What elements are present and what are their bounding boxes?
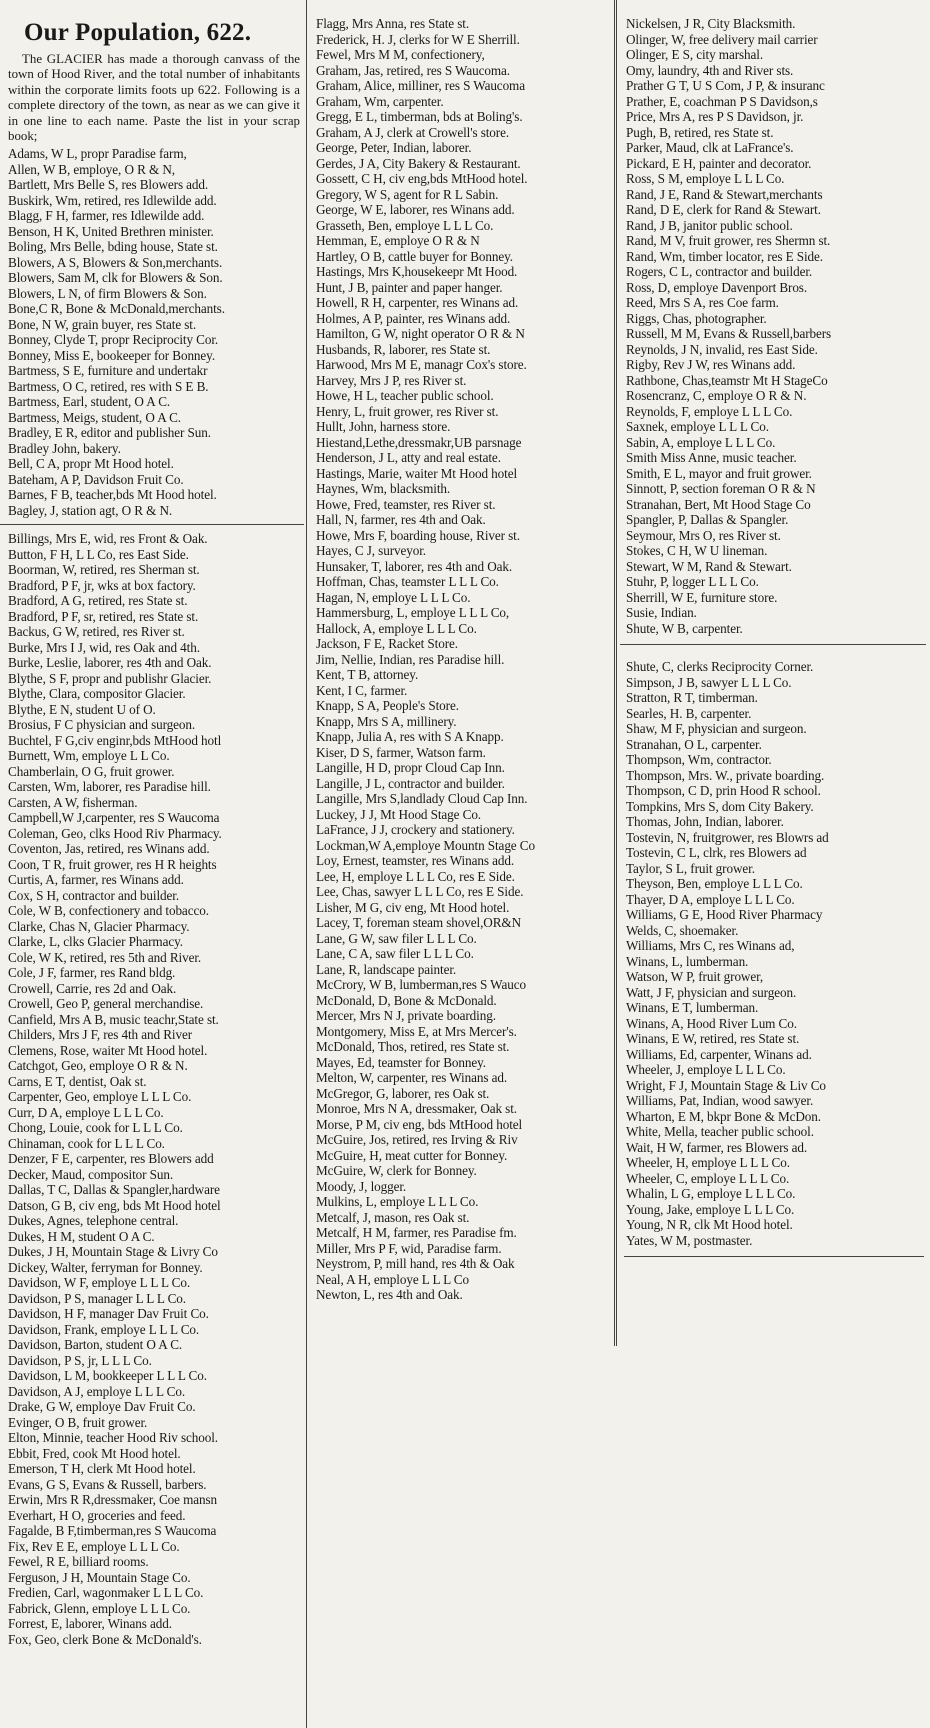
directory-entry: Cole, W B, confectionery and tobacco. <box>8 903 209 919</box>
directory-entry: Olinger, W, free delivery mail carrier <box>626 31 818 47</box>
directory-entry: Burnett, Wm, employe L L Co. <box>8 748 170 764</box>
directory-entry: Denzer, F E, carpenter, res Blowers add <box>8 1151 214 1167</box>
directory-entry: Langille, Mrs S,landlady Cloud Cap Inn. <box>316 791 528 806</box>
directory-entry: Parker, Maud, clk at LaFrance's. <box>626 140 794 155</box>
directory-entry: Luckey, J J, Mt Hood Stage Co. <box>316 806 482 822</box>
directory-entry: Neystrom, P, mill hand, res 4th & Oak <box>316 1256 515 1271</box>
directory-entry: Lacey, T, foreman steam shovel,OR&N <box>316 915 521 930</box>
directory-entry: Morse, P M, civ eng, bds MtHood hotel <box>316 1116 523 1132</box>
directory-entry: Hastings, Marie, waiter Mt Hood hotel <box>316 465 518 481</box>
directory-entry: Thompson, C D, prin Hood R school. <box>626 783 821 798</box>
directory-entry: Metcalf, J, mason, res Oak st. <box>316 1209 470 1225</box>
directory-entry: Kent, T B, attorney. <box>316 667 419 682</box>
directory-entry: Cole, W K, retired, res 5th and River. <box>8 949 202 965</box>
directory-entry: Melton, W, carpenter, res Winans ad. <box>316 1070 508 1085</box>
directory-entry: Winans, E W, retired, res State st. <box>626 1031 800 1046</box>
directory-entry: Bradley, E R, editor and publisher Sun. <box>8 425 211 441</box>
directory-entry: Dukes, H M, student O A C. <box>8 1228 155 1244</box>
directory-entry: Wright, F J, Mountain Stage & Liv Co <box>626 1077 826 1093</box>
directory-entry: Monroe, Mrs N A, dressmaker, Oak st. <box>316 1101 517 1116</box>
directory-entry: Watt, J F, physician and surgeon. <box>626 984 797 1000</box>
directory-entry: Neal, A H, employe L L L Co <box>316 1271 469 1287</box>
directory-entry: Thayer, D A, employe L L L Co. <box>626 891 795 907</box>
directory-entry: Dickey, Walter, ferryman for Bonney. <box>8 1259 203 1275</box>
directory-entry: Winans, E T, lumberman. <box>626 1000 759 1015</box>
column-rule <box>614 0 615 1346</box>
directory-entry: McGuire, W, clerk for Bonney. <box>316 1163 477 1178</box>
directory-entry: Smith, E L, mayor and fruit grower. <box>626 465 812 481</box>
directory-entry: Mayes, Ed, teamster for Bonney. <box>316 1054 486 1070</box>
directory-entry: Fredien, Carl, wagonmaker L L L Co. <box>8 1585 204 1601</box>
directory-entry: Susie, Indian. <box>626 605 697 620</box>
directory-entry: Buskirk, Wm, retired, res Idlewilde add. <box>8 192 217 208</box>
directory-entry: Thompson, Mrs. W., private boarding. <box>626 767 825 783</box>
directory-entry: Harvey, Mrs J P, res River st. <box>316 372 467 388</box>
directory-entry: Wheeler, H, employe L L L Co. <box>626 1155 790 1170</box>
directory-entry: George, W E, laborer, res Winans add. <box>316 202 515 217</box>
directory-entry: Chamberlain, O G, fruit grower. <box>8 763 175 779</box>
directory-entry: Tostevin, N, fruitgrower, res Blowrs ad <box>626 829 829 845</box>
directory-entry: Knapp, S A, People's Store. <box>316 698 459 713</box>
directory-entry: Rand, J E, Rand & Stewart,merchants <box>626 186 823 202</box>
directory-entry: Barnes, F B, teacher,bds Mt Hood hotel. <box>8 487 217 503</box>
directory-entry: Stratton, R T, timberman. <box>626 690 758 705</box>
directory-entry: Rand, Wm, timber locator, res E Side. <box>626 248 823 264</box>
directory-entry: Coleman, Geo, clks Hood Riv Pharmacy. <box>8 825 222 841</box>
directory-entry: Williams, Mrs C, res Winans ad, <box>626 938 795 953</box>
directory-entry: Ferguson, J H, Mountain Stage Co. <box>8 1569 191 1585</box>
article-intro: The GLACIER has made a thorough canvass of the town of Hood River, and the total number of inhabitants within the corporate limits foots up 622. Following is a complete directory of the town, as near as we can give it in one line to each name. Paste the list in your scrap book; <box>8 52 300 144</box>
directory-entry: Olinger, E S, city marshal. <box>626 47 764 62</box>
directory-entry: Reynolds, F, employe L L L Co. <box>626 403 793 419</box>
directory-entry: Erwin, Mrs R R,dressmaker, Coe mansn <box>8 1492 218 1508</box>
directory-entry: Dukes, J H, Mountain Stage & Livry Co <box>8 1244 218 1260</box>
directory-entry: Gerdes, J A, City Bakery & Restaurant. <box>316 155 521 171</box>
directory-entry: Harwood, Mrs M E, managr Cox's store. <box>316 357 527 372</box>
directory-entry: Pugh, B, retired, res State st. <box>626 124 774 140</box>
directory-entry: Bartmess, S E, furniture and undertakr <box>8 363 208 379</box>
directory-entry: Bone,C R, Bone & McDonald,merchants. <box>8 301 225 317</box>
directory-entry: Bartmess, O C, retired, res with S E B. <box>8 378 209 394</box>
directory-entry: Grasseth, Ben, employe L L L Co. <box>316 217 494 233</box>
directory-entry: Burke, Mrs I J, wid, res Oak and 4th. <box>8 639 200 655</box>
directory-entry: Reynolds, J N, invalid, res East Side. <box>626 341 818 357</box>
directory-entry: Blowers, A S, Blowers & Son,merchants. <box>8 254 223 270</box>
directory-entry: Hamilton, G W, night operator O R & N <box>316 326 525 341</box>
directory-entry: Bone, N W, grain buyer, res State st. <box>8 316 197 332</box>
directory-entry: Holmes, A P, painter, res Winans add. <box>316 310 511 326</box>
directory-entry: Flagg, Mrs Anna, res State st. <box>316 16 470 31</box>
column-2 <box>310 0 614 1303</box>
directory-list <box>620 16 926 636</box>
directory-entry: Jackson, F E, Racket Store. <box>316 636 458 651</box>
directory-entry: Henry, L, fruit grower, res River st. <box>316 403 499 419</box>
directory-entry: Metcalf, H M, farmer, res Paradise fm. <box>316 1225 517 1240</box>
directory-entry: Benson, H K, United Brethren minister. <box>8 223 214 239</box>
directory-entry: Wheeler, C, employe L L L Co. <box>626 1170 790 1186</box>
section-rule <box>624 1256 924 1257</box>
directory-entry: Spangler, P, Dallas & Spangler. <box>626 512 789 527</box>
directory-entry: White, Mella, teacher public school. <box>626 1124 814 1139</box>
directory-entry: Sabin, A, employe L L L Co. <box>626 434 776 450</box>
directory-entry: Childers, Mrs J F, res 4th and River <box>8 1027 192 1043</box>
directory-entry: Bradford, P F, jr, wks at box factory. <box>8 577 196 593</box>
directory-entry: Hunsaker, T, laborer, res 4th and Oak. <box>316 558 513 574</box>
directory-entry: Haynes, Wm, blacksmith. <box>316 481 451 496</box>
directory-entry: Ross, S M, employe L L L Co. <box>626 171 785 186</box>
directory-entry: McGuire, H, meat cutter for Bonney. <box>316 1147 508 1163</box>
directory-entry: Husbands, R, laborer, res State st. <box>316 341 491 357</box>
directory-entry: Lane, G W, saw filer L L L Co. <box>316 930 477 946</box>
directory-entry: Saxnek, employe L L L Co. <box>626 419 769 434</box>
directory-entry: Jim, Nellie, Indian, res Paradise hill. <box>316 651 505 667</box>
directory-entry: Miller, Mrs P F, wid, Paradise farm. <box>316 1240 502 1256</box>
directory-entry: Wheeler, J, employe L L L Co. <box>626 1062 786 1077</box>
directory-entry: Bonney, Clyde T, propr Reciprocity Cor. <box>8 332 219 348</box>
directory-entry: Williams, Ed, carpenter, Winans ad. <box>626 1046 812 1062</box>
directory-entry: Blythe, E N, student U of O. <box>8 701 156 717</box>
directory-entry: Backus, G W, retired, res River st. <box>8 624 185 640</box>
directory-entry: Campbell,W J,carpenter, res S Waucoma <box>8 810 220 826</box>
directory-entry: Davidson, Frank, employe L L L Co. <box>8 1321 200 1337</box>
directory-entry: Howell, R H, carpenter, res Winans ad. <box>316 295 519 310</box>
directory-entry: George, Peter, Indian, laborer. <box>316 140 472 155</box>
column-1 <box>0 0 304 1647</box>
directory-entry: Rigby, Rev J W, res Winans add. <box>626 357 796 372</box>
directory-entry: Bartmess, Meigs, student, O A C. <box>8 409 182 425</box>
directory-entry: Boorman, W, retired, res Sherman st. <box>8 562 200 578</box>
directory-entry: Coon, T R, fruit grower, res H R heights <box>8 856 217 872</box>
directory-entry: Watson, W P, fruit grower, <box>626 969 764 984</box>
directory-entry: Drake, G W, employe Dav Fruit Co. <box>8 1399 196 1415</box>
directory-entry: Blowers, Sam M, clk for Blowers & Son. <box>8 270 223 286</box>
directory-entry: Carsten, Wm, laborer, res Paradise hill. <box>8 779 211 795</box>
directory-entry: Fox, Geo, clerk Bone & McDonald's. <box>8 1631 202 1647</box>
directory-entry: Evans, G S, Evans & Russell, barbers. <box>8 1476 207 1492</box>
directory-entry: Clemens, Rose, waiter Mt Hood hotel. <box>8 1042 208 1058</box>
directory-entry: Shute, W B, carpenter. <box>626 620 743 636</box>
directory-entry: Henderson, J L, atty and real estate. <box>316 450 501 465</box>
directory-entry: Carsten, A W, fisherman. <box>8 794 138 810</box>
directory-entry: Omy, laundry, 4th and River sts. <box>626 62 794 78</box>
directory-entry: Hammersburg, L, employe L L L Co, <box>316 605 510 620</box>
directory-entry: Russell, M M, Evans & Russell,barbers <box>626 326 832 341</box>
directory-entry: Blythe, S F, propr and publishr Glacier. <box>8 670 212 686</box>
directory-entry: Evinger, O B, fruit grower. <box>8 1414 148 1430</box>
directory-entry: Sherrill, W E, furniture store. <box>626 589 778 605</box>
directory-entry: McGuire, Jos, retired, res Irving & Riv <box>316 1132 518 1147</box>
directory-entry: Hoffman, Chas, teamster L L L Co. <box>316 574 499 589</box>
directory-entry: Cox, S H, contractor and builder. <box>8 887 180 903</box>
directory-entry: Rogers, C L, contractor and builder. <box>626 264 813 279</box>
directory-entry: Bell, C A, propr Mt Hood hotel. <box>8 456 174 472</box>
directory-entry: Wharton, E M, bkpr Bone & McDon. <box>626 1108 821 1124</box>
directory-list <box>620 659 926 1248</box>
directory-entry: Searles, H. B, carpenter. <box>626 705 752 721</box>
directory-entry: Bradley John, bakery. <box>8 440 121 456</box>
directory-entry: Graham, Jas, retired, res S Waucoma. <box>316 62 510 78</box>
directory-entry: Davidson, P S, jr, L L L Co. <box>8 1352 152 1368</box>
directory-entry: Reed, Mrs S A, res Coe farm. <box>626 295 779 310</box>
directory-entry: Burke, Leslie, laborer, res 4th and Oak. <box>8 655 212 671</box>
directory-list <box>310 16 614 1303</box>
directory-entry: Blowers, L N, of firm Blowers & Son. <box>8 285 207 301</box>
directory-entry: Adams, W L, propr Paradise farm, <box>8 146 187 162</box>
directory-entry: Hastings, Mrs K,housekeepr Mt Hood. <box>316 264 518 279</box>
directory-entry: Clarke, L, clks Glacier Pharmacy. <box>8 934 183 950</box>
directory-entry: Rand, J B, janitor public school. <box>626 217 793 233</box>
directory-entry: Hartley, O B, cattle buyer for Bonney. <box>316 248 513 264</box>
directory-entry: Datson, G B, civ eng, bds Mt Hood hotel <box>8 1197 221 1213</box>
directory-entry: Carns, E T, dentist, Oak st. <box>8 1073 147 1089</box>
directory-entry: Fagalde, B F,timberman,res S Waucoma <box>8 1523 217 1539</box>
directory-entry: McDonald, D, Bone & McDonald. <box>316 992 497 1008</box>
directory-entry: Lockman,W A,employe Mountn Stage Co <box>316 837 535 853</box>
directory-entry: Stewart, W M, Rand & Stewart. <box>626 558 792 574</box>
directory-entry: Buchtel, F G,civ enginr,bds MtHood hotl <box>8 732 222 748</box>
directory-entry: Hall, N, farmer, res 4th and Oak. <box>316 512 486 527</box>
directory-list <box>0 531 304 1647</box>
directory-entry: Frederick, H. J, clerks for W E Sherrill. <box>316 31 520 47</box>
directory-entry: Howe, H L, teacher public school. <box>316 388 494 403</box>
directory-entry: Welds, C, shoemaker. <box>626 922 739 938</box>
directory-entry: Brosius, F C physician and surgeon. <box>8 717 196 733</box>
directory-entry: Blythe, Clara, compositor Glacier. <box>8 686 186 702</box>
directory-entry: Ross, D, employe Davenport Bros. <box>626 279 808 295</box>
directory-entry: Coventon, Jas, retired, res Winans add. <box>8 841 210 857</box>
directory-entry: Seymour, Mrs O, res River st. <box>626 527 781 543</box>
directory-entry: Simpson, J B, sawyer L L L Co. <box>626 674 792 690</box>
directory-entry: Langille, H D, propr Cloud Cap Inn. <box>316 760 505 775</box>
directory-entry: Stuhr, P, logger L L L Co. <box>626 574 759 589</box>
directory-entry: Rathbone, Chas,teamstr Mt H StageCo <box>626 372 828 388</box>
directory-entry: Forrest, E, laborer, Winans add. <box>8 1616 172 1632</box>
directory-entry: Davidson, P S, manager L L L Co. <box>8 1290 186 1306</box>
directory-entry: Howe, Mrs F, boarding house, River st. <box>316 527 520 543</box>
directory-entry: Kiser, D S, farmer, Watson farm. <box>316 744 486 760</box>
directory-entry: Graham, Wm, carpenter. <box>316 93 444 109</box>
directory-entry: Davidson, Barton, student O A C. <box>8 1337 183 1353</box>
directory-entry: Curr, D A, employe L L L Co. <box>8 1104 164 1120</box>
directory-entry: Cole, J F, farmer, res Rand bldg. <box>8 965 176 981</box>
directory-entry: Chong, Louie, cook for L L L Co. <box>8 1120 183 1136</box>
directory-list <box>0 146 304 518</box>
directory-entry: Prather, E, coachman P S Davidson,s <box>626 93 818 109</box>
directory-entry: Chinaman, cook for L L L Co. <box>8 1135 165 1151</box>
directory-entry: Gossett, C H, civ eng,bds MtHood hotel. <box>316 171 528 186</box>
directory-entry: Allen, W B, employe, O R & N, <box>8 161 175 177</box>
directory-entry: Bradford, A G, retired, res State st. <box>8 593 188 609</box>
directory-entry: Pickard, E H, painter and decorator. <box>626 155 812 171</box>
directory-entry: Rand, D E, clerk for Rand & Stewart. <box>626 202 821 217</box>
directory-entry: Blagg, F H, farmer, res Idlewilde add. <box>8 208 205 224</box>
directory-entry: Bartlett, Mrs Belle S, res Blowers add. <box>8 177 209 193</box>
directory-entry: Decker, Maud, compositor Sun. <box>8 1166 174 1182</box>
directory-entry: Williams, Pat, Indian, wood sawyer. <box>626 1093 814 1108</box>
directory-entry: Hullt, John, harness store. <box>316 419 451 434</box>
directory-entry: Langille, J L, contractor and builder. <box>316 775 505 791</box>
directory-entry: Knapp, Mrs S A, millinery. <box>316 713 457 729</box>
directory-entry: Whalin, L G, employe L L L Co. <box>626 1186 796 1201</box>
directory-entry: Fabrick, Glenn, employe L L L Co. <box>8 1600 191 1616</box>
directory-entry: Clarke, Chas N, Glacier Pharmacy. <box>8 918 190 934</box>
directory-entry: Hemman, E, employe O R & N <box>316 233 480 248</box>
directory-entry: Mercer, Mrs N J, private boarding. <box>316 1008 496 1023</box>
directory-entry: Gregory, W S, agent for R L Sabin. <box>316 186 499 202</box>
directory-entry: Lee, Chas, sawyer L L L Co, res E Side. <box>316 884 524 899</box>
directory-entry: Wait, H W, farmer, res Blowers ad. <box>626 1139 808 1155</box>
directory-entry: Carpenter, Geo, employe L L L Co. <box>8 1089 192 1105</box>
directory-entry: Price, Mrs A, res P S Davidson, jr. <box>626 109 804 124</box>
column-3 <box>620 0 926 1257</box>
directory-entry: Lane, R, landscape painter. <box>316 961 457 977</box>
directory-entry: McDonald, Thos, retired, res State st. <box>316 1039 510 1054</box>
directory-entry: Davidson, W F, employe L L L Co. <box>8 1275 191 1291</box>
directory-entry: Stranahan, O L, carpenter. <box>626 736 762 752</box>
directory-entry: Billings, Mrs E, wid, res Front & Oak. <box>8 531 208 547</box>
directory-entry: Nickelsen, J R, City Blacksmith. <box>626 16 796 31</box>
directory-entry: Rosencranz, C, employe O R & N. <box>626 388 807 403</box>
section-rule <box>0 524 304 525</box>
directory-entry: Hunt, J B, painter and paper hanger. <box>316 279 503 295</box>
directory-entry: Davidson, H F, manager Dav Fruit Co. <box>8 1306 209 1322</box>
directory-entry: Lee, H, employe L L L Co, res E Side. <box>316 868 515 884</box>
directory-entry: Lane, C A, saw filer L L L Co. <box>316 946 474 961</box>
directory-entry: Boling, Mrs Belle, bding house, State st. <box>8 239 218 255</box>
directory-entry: Canfield, Mrs A B, music teachr,State st. <box>8 1011 219 1027</box>
directory-entry: Rand, M V, fruit grower, res Shermn st. <box>626 233 831 248</box>
directory-entry: Bateham, A P, Davidson Fruit Co. <box>8 471 184 487</box>
directory-entry: Fewel, Mrs M M, confectionery, <box>316 47 485 62</box>
directory-entry: Stranahan, Bert, Mt Hood Stage Co <box>626 496 811 512</box>
directory-entry: Bartmess, Earl, student, O A C. <box>8 394 171 410</box>
directory-entry: Young, Jake, employe L L L Co. <box>626 1201 795 1217</box>
directory-entry: Ebbit, Fred, cook Mt Hood hotel. <box>8 1445 181 1461</box>
directory-entry: Loy, Ernest, teamster, res Winans add. <box>316 853 515 868</box>
directory-entry: Prather G T, U S Com, J P, & insuranc <box>626 78 825 93</box>
directory-entry: Theyson, Ben, employe L L L Co. <box>626 876 803 891</box>
column-rule <box>306 0 307 1728</box>
section-rule <box>620 644 926 645</box>
article-headline: Our Population, 622. <box>24 19 252 46</box>
directory-entry: Yates, W M, postmaster. <box>626 1232 753 1248</box>
directory-entry: Williams, G E, Hood River Pharmacy <box>626 907 823 922</box>
directory-entry: Graham, Alice, milliner, res S Waucoma <box>316 78 525 93</box>
directory-entry: Stokes, C H, W U lineman. <box>626 543 768 558</box>
directory-entry: Young, N R, clk Mt Hood hotel. <box>626 1217 793 1232</box>
directory-entry: Elton, Minnie, teacher Hood Riv school. <box>8 1430 218 1446</box>
directory-entry: Tompkins, Mrs S, dom City Bakery. <box>626 798 814 814</box>
directory-entry: Crowell, Carrie, res 2d and Oak. <box>8 980 177 996</box>
directory-entry: Everhart, H O, groceries and feed. <box>8 1507 186 1523</box>
directory-entry: Sinnott, P, section foreman O R & N <box>626 481 816 496</box>
directory-entry: Kent, I C, farmer. <box>316 682 408 698</box>
directory-entry: Hallock, A, employe L L L Co. <box>316 620 477 636</box>
directory-entry: Fix, Rev E E, employe L L L Co. <box>8 1538 180 1554</box>
directory-entry: Hagan, N, employe L L L Co. <box>316 589 471 605</box>
directory-entry: Riggs, Chas, photographer. <box>626 310 767 326</box>
directory-entry: Newton, L, res 4th and Oak. <box>316 1287 463 1302</box>
directory-entry: Tostevin, C L, clrk, res Blowers ad <box>626 845 807 860</box>
directory-entry: Hayes, C J, surveyor. <box>316 543 426 558</box>
directory-entry: Dukes, Agnes, telephone central. <box>8 1213 179 1229</box>
directory-entry: Hiestand,Lethe,dressmakr,UB parsnage <box>316 434 522 450</box>
directory-entry: Montgomery, Miss E, at Mrs Mercer's. <box>316 1023 517 1039</box>
directory-entry: Taylor, S L, fruit grower. <box>626 860 755 876</box>
directory-entry: Winans, A, Hood River Lum Co. <box>626 1015 797 1031</box>
directory-entry: Fewel, R E, billiard rooms. <box>8 1554 149 1570</box>
column-rule <box>616 0 617 1346</box>
directory-entry: Shaw, M F, physician and surgeon. <box>626 721 807 736</box>
directory-entry: LaFrance, J J, crockery and stationery. <box>316 822 515 837</box>
directory-entry: Davidson, A J, employe L L L Co. <box>8 1383 186 1399</box>
directory-entry: Dallas, T C, Dallas & Spangler,hardware <box>8 1182 220 1198</box>
directory-entry: Davidson, L M, bookkeeper L L L Co. <box>8 1368 207 1384</box>
directory-entry: Bradford, P F, sr, retired, res State st. <box>8 608 199 624</box>
directory-entry: Thompson, Wm, contractor. <box>626 752 772 767</box>
directory-entry: Emerson, T H, clerk Mt Hood hotel. <box>8 1461 196 1477</box>
directory-entry: Bonney, Miss E, bookeeper for Bonney. <box>8 347 216 363</box>
directory-entry: Crowell, Geo P, general merchandise. <box>8 996 204 1012</box>
directory-entry: Mulkins, L, employe L L L Co. <box>316 1194 479 1209</box>
directory-entry: Catchgot, Geo, employe O R & N. <box>8 1058 188 1074</box>
directory-entry: Moody, J, logger. <box>316 1178 407 1194</box>
directory-entry: Knapp, Julia A, res with S A Knapp. <box>316 729 504 744</box>
directory-entry: Gregg, E L, timberman, bds at Boling's. <box>316 109 523 124</box>
directory-entry: Howe, Fred, teamster, res River st. <box>316 496 496 512</box>
directory-entry: Button, F H, L L Co, res East Side. <box>8 546 189 562</box>
directory-entry: Lisher, M G, civ eng, Mt Hood hotel. <box>316 899 510 915</box>
directory-entry: McGregor, G, laborer, res Oak st. <box>316 1085 490 1101</box>
directory-entry: Curtis, A, farmer, res Winans add. <box>8 872 184 888</box>
directory-entry: Thomas, John, Indian, laborer. <box>626 814 784 829</box>
directory-entry: Shute, C, clerks Reciprocity Corner. <box>626 659 814 674</box>
directory-entry: Bagley, J, station agt, O R & N. <box>8 502 173 518</box>
directory-entry: Graham, A J, clerk at Crowell's store. <box>316 124 510 140</box>
directory-entry: Winans, L, lumberman. <box>626 953 749 969</box>
directory-entry: Smith Miss Anne, music teacher. <box>626 450 797 465</box>
directory-entry: McCrory, W B, lumberman,res S Wauco <box>316 977 526 992</box>
